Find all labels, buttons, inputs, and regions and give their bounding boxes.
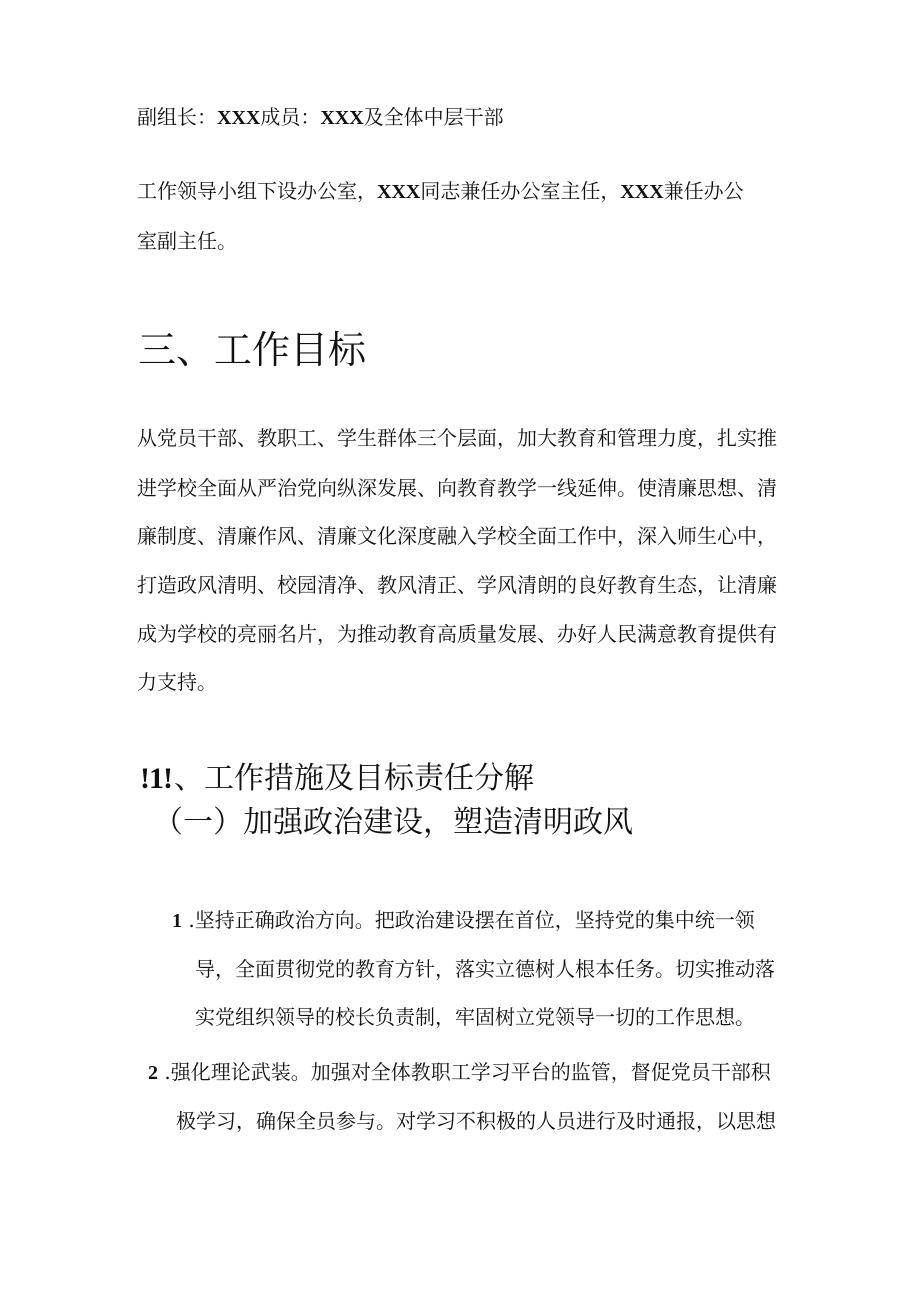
item-text: .坚持正确政治方向。把政治建设摆在首位，坚持党的集中统一领 [188,908,755,932]
section-3-line: 从党员干部、教职工、学生群体三个层面，加大教育和管理力度，扎实推 [137,426,777,450]
deputy-leader-label: 副组长： [137,105,217,129]
item-text: .强化理论武装。加强对全体教职工学习平台的监管，督促党员干部积 [164,1060,771,1084]
list-item-continuation: 导，全面贯彻党的教育方针，落实立德树人根本任务。切实推动落 [195,957,775,981]
list-item-continuation: 极学习，确保全员参与。对学习不积极的人员进行及时通报，以思想 [176,1109,776,1133]
office-text-c: 兼任办公 [663,179,744,203]
list-item [172,910,755,931]
item-number: 1 [172,910,182,932]
deputy-leader-name: XXX [217,107,261,129]
section-3-heading: 三、工作目标 [138,328,367,372]
office-text-a: 工作领导小组下设办公室， [137,179,377,203]
deputy-leader-line [137,107,504,128]
item-number: 2 [148,1062,158,1084]
section-3-line: 进学校全面从严治党向纵深发展、向教育教学一线延伸。使清廉思想、清 [137,476,777,500]
section-3-line: 成为学校的亮丽名片，为推动教育高质量发展、办好人民满意教育提供有 [137,622,777,646]
section-3-line: 打造政风清明、校园清净、教风清正、学风清朗的良好教育生态，让清廉 [137,573,777,597]
office-paragraph-line-2: 室副主任。 [137,229,237,253]
subsection-1-heading: （一）加强政治建设，塑造清明政风 [153,805,633,840]
members-name: XXX [320,107,364,129]
section-4-heading [140,761,534,796]
section-3-line: 廉制度、清廉作风、清廉文化深度融入学校全面工作中，深入师生心中， [137,524,777,548]
members-label: 成员： [260,105,321,129]
list-item-continuation: 实党组织领导的校长负责制，牢固树立党领导一切的工作思想。 [195,1005,755,1029]
section-4-marker: !1! [140,762,172,795]
section-4-heading-text: 、工作措施及目标责任分解 [173,761,534,796]
members-rest: 及全体中层干部 [363,105,504,129]
office-paragraph-line-1 [137,181,744,202]
list-item [148,1062,771,1083]
office-text-b: 同志兼任办公室主任， [420,179,621,203]
section-3-line: 力支持。 [137,670,217,694]
office-name-1: XXX [377,181,421,203]
office-name-2: XXX [620,181,664,203]
